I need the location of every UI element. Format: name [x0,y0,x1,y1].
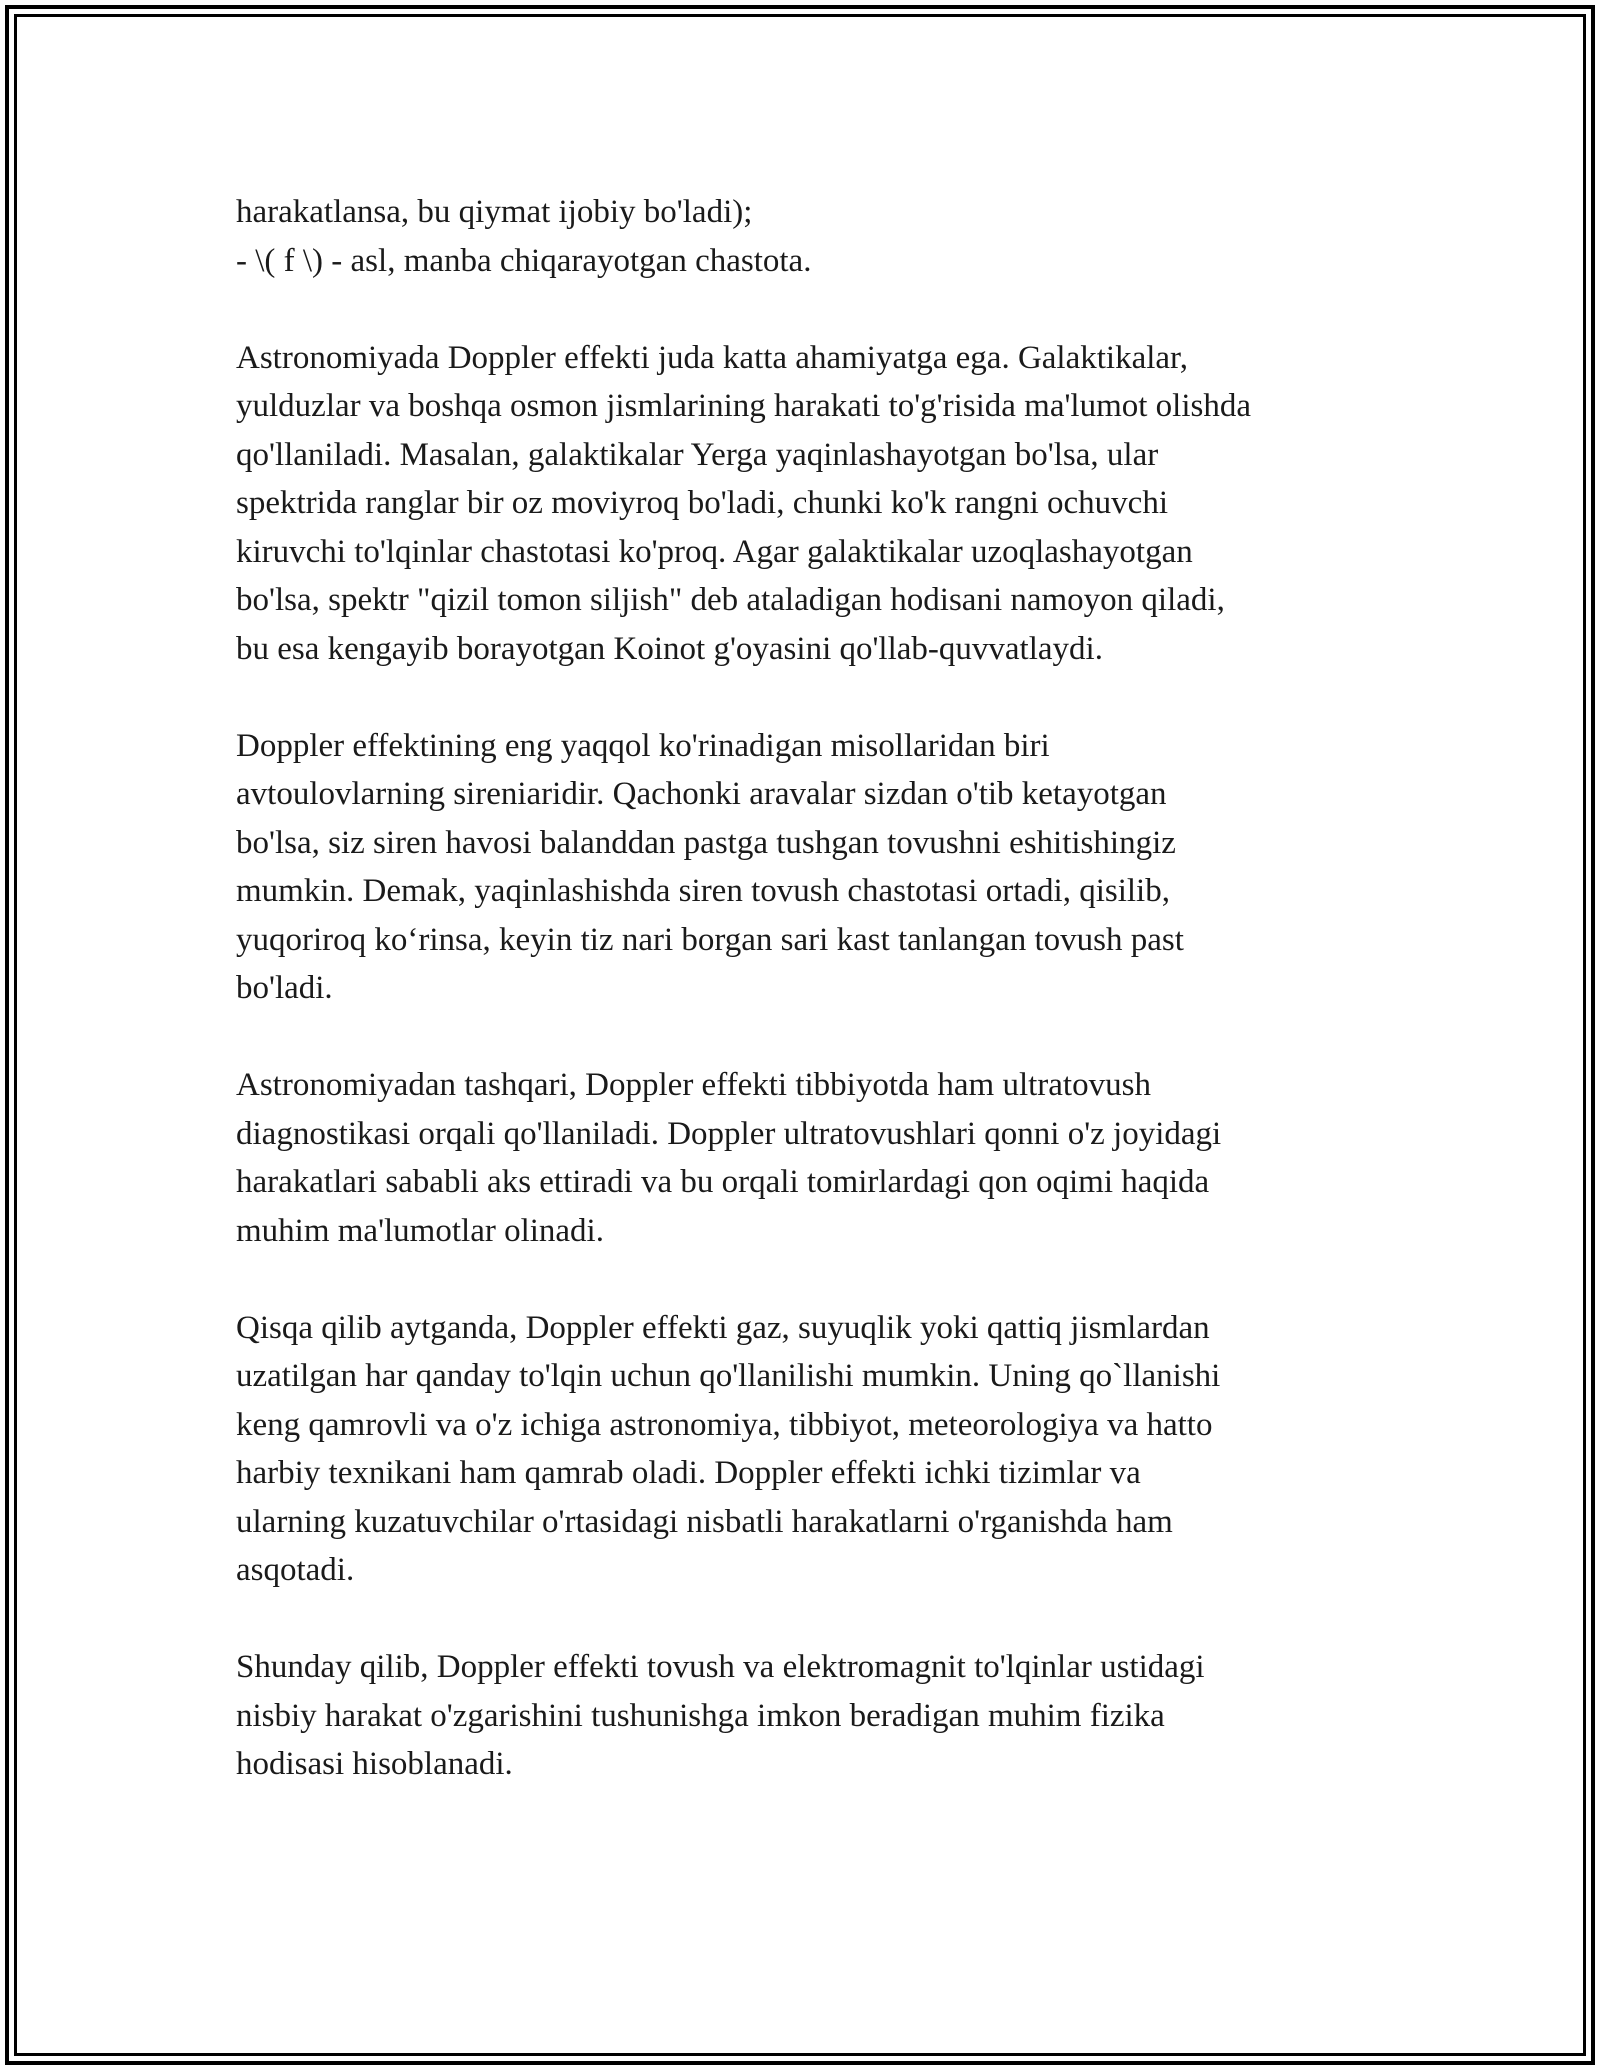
text-line: harakatlansa, bu qiymat ijobiy bo'ladi); [236,194,753,230]
text-line: diagnostikasi orqali qo'llaniladi. Doppler ultratovushlari qonni o'z joyidagi [236,1115,1222,1152]
text-line: Qisqa qilib aytganda, Doppler effekti gaz, suyuqlik yoki qattiq jismlardan [236,1309,1210,1346]
paragraph-summary [236,1304,1416,1595]
text-line: qo'llaniladi. Masalan, galaktikalar Yerga yaqinlashayotgan bo'lsa, ular [236,436,1159,473]
text-line: Astronomiyada Doppler effekti juda katta ahamiyatga ega. Galaktikalar, [236,339,1188,376]
text-line: Astronomiyadan tashqari, Doppler effekti tibbiyotda ham ultratovush [236,1067,1151,1103]
text-line: harakatlari sababli aks ettiradi va bu orqali tomirlardagi qon oqimi haqida [236,1164,1210,1200]
document-body [236,188,1416,1789]
text-line: ularning kuzatuvchilar o'rtasidagi nisbatli harakatlarni o'rganishda ham [236,1503,1173,1540]
text-line: keng qamrovli va o'z ichiga astronomiya, tibbiyot, meteorologiya va hatto [236,1406,1213,1443]
text-line: yuqoriroq ko‘rinsa, keyin tiz nari borgan sari kast tanlangan tovush past [236,921,1184,958]
text-line: muhim ma'lumotlar olinadi. [236,1212,604,1249]
text-line: uzatilgan har qanday to'lqin uchun qo'llanilishi mumkin. Uning qo`llanishi [236,1358,1221,1394]
text-line: Doppler effektining eng yaqqol ko'rinadigan misollaridan biri [236,727,1050,764]
text-line: bo'ladi. [236,970,333,1006]
paragraph-astronomy [236,334,1416,674]
text-line: avtoulovlarning sireniaridir. Qachonki aravalar sizdan o'tib ketayotgan [236,776,1167,812]
text-line: nisbiy harakat o'zgarishini tushunishga imkon beradigan muhim fizika [236,1697,1165,1734]
text-line: kiruvchi to'lqinlar chastotasi ko'proq. Agar galaktikalar uzoqlashayotgan [236,533,1193,570]
text-line: asqotadi. [236,1552,355,1588]
paragraph-medicine [236,1061,1416,1255]
text-line: hodisasi hisoblanadi. [236,1746,513,1782]
paragraph-siren-example [236,722,1416,1013]
text-line: yulduzlar va boshqa osmon jismlarining harakati to'g'risida ma'lumot olishda [236,388,1251,424]
paragraph-formula-continuation [236,188,1416,285]
text-line: bu esa kengayib borayotgan Koinot g'oyasini qo'llab-quvvatlaydi. [236,630,1103,667]
text-line: - \( f \) - asl, manba chiqarayotgan chastota. [236,242,812,279]
paragraph-conclusion [236,1643,1416,1789]
text-line: bo'lsa, spektr "qizil tomon siljish" deb ataladigan hodisani namoyon qiladi, [236,582,1225,618]
text-line: bo'lsa, siz siren havosi balanddan pastga tushgan tovushni eshitishingiz [236,824,1176,861]
text-line: harbiy texnikani ham qamrab oladi. Doppler effekti ichki tizimlar va [236,1455,1141,1491]
text-line: mumkin. Demak, yaqinlashishda siren tovush chastotasi ortadi, qisilib, [236,873,1170,909]
text-line: spektrida ranglar bir oz moviyroq bo'ladi, chunki ko'k rangni ochuvchi [236,485,1168,521]
text-line: Shunday qilib, Doppler effekti tovush va elektromagnit to'lqinlar ustidagi [236,1649,1205,1685]
